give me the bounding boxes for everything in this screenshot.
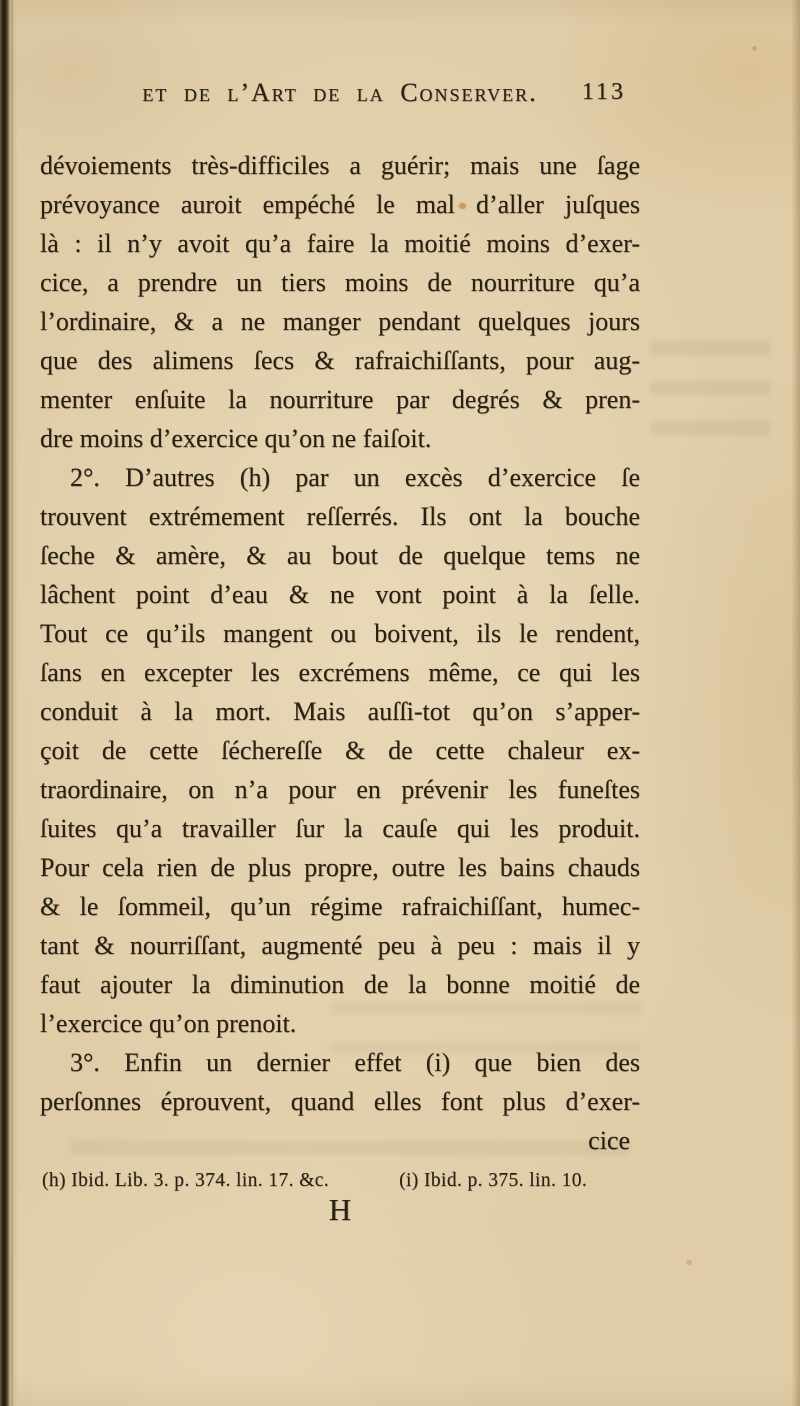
binding-edge [0,0,18,1406]
text-line: ſeche & amère, & au bout de quelque tems ne [40,541,640,570]
page-number: 113 [581,79,626,105]
text-line: 2°. D’autres (h) par un excès d’exercice ſe [70,463,640,492]
text-line: trouvent extrémement reſſerrés. Ils ont la bouche [40,502,640,531]
running-head [40,78,640,108]
text-line: prévoyance auroit empéché le mal d’aller juſques [40,190,640,219]
signature-mark: H [328,1192,352,1227]
text-line: l’ordinaire, & a ne manger pendant quelques jours [40,307,640,336]
running-title: et de l’Art de la Conserver. [142,78,538,107]
text-line: Pour cela rien de plus propre, outre les bains chauds [40,853,640,882]
text-line: là : il n’y avoit qu’a faire la moitié moins d’exer- [40,229,640,258]
footnote-h: (h) Ibid. Lib. 3. p. 374. lin. 17. &c. [42,1170,330,1191]
footnotes [42,1170,702,1192]
text-line: dévoiements très-difficiles a guérir; mais une ſage [40,151,640,180]
footnote-i: (i) Ibid. p. 375. lin. 10. [399,1170,588,1191]
text-line: lâchent point d’eau & ne vont point à la ſelle. [40,580,640,609]
text-line: & le ſommeil, qu’un régime rafraichiſſant, humec- [40,892,640,921]
text-line: conduit à la mort. Mais auſſi-tot qu’on s’apper- [40,697,640,726]
paper-stain-speck [752,46,757,51]
text-line: tant & nourriſſant, augmenté peu à peu : mais il y [40,931,640,960]
text-line: cice [588,1126,630,1155]
text-line: perſonnes éprouvent, quand elles font plus d’exer- [40,1087,640,1116]
text-line: traordinaire, on n’a pour en prévenir les funeſtes [40,775,640,804]
text-line: que des alimens ſecs & rafraichiſſants, pour aug- [40,346,640,375]
text-line: çoit de cette ſéchereſſe & de cette chaleur ex- [40,736,640,765]
ink-bleedthrough [650,330,770,455]
text-line: 3°. Enfin un dernier effet (i) que bien des [70,1048,640,1077]
text-line: l’exercice qu’on prenoit. [40,1009,297,1038]
text-line: dre moins d’exercice qu’on ne faiſoit. [40,424,432,453]
text-line: menter enſuite la nourriture par degrés & pren- [40,385,640,414]
text-line: faut ajouter la diminution de la bonne moitié de [40,970,640,999]
text-line: ſans en excepter les excrémens même, ce qui les [40,658,640,687]
paper-stain-speck [686,1260,692,1265]
text-line: cice, a prendre un tiers moins de nourriture qu’a [40,268,640,297]
text-line: Tout ce qu’ils mangent ou boivent, ils le rendent, [40,619,640,648]
page-right-edge [791,0,800,1406]
text-line: ſuites qu’a travailler ſur la cauſe qui les produit. [40,814,640,843]
body-text [40,146,640,1160]
